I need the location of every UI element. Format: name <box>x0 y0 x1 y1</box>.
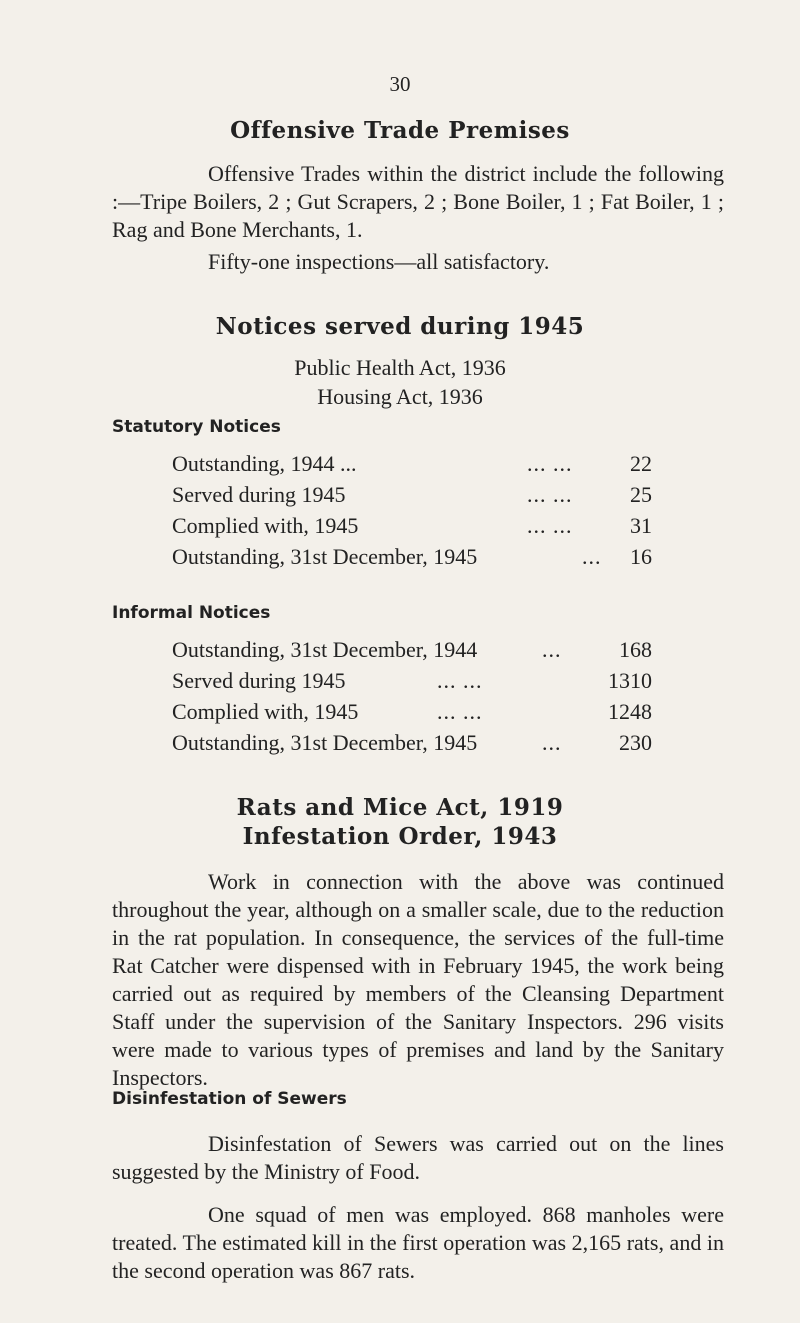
row-label: Complied with, 1945 <box>172 513 359 538</box>
row-leader-dots: ... <box>582 544 602 569</box>
informal-row <box>172 730 652 760</box>
statutory-notices-heading: Statutory Notices <box>112 417 281 437</box>
notices-served-heading: Notices served during 1945 <box>215 313 585 340</box>
statutory-row <box>172 513 652 543</box>
row-value: 31 <box>630 513 652 538</box>
row-value: 1310 <box>608 668 652 693</box>
informal-row <box>172 637 652 667</box>
offensive-trades-paragraph: Offensive Trades within the district include the following :—Tripe Boilers, 2 ; Gut Scrapers, 2 ; Bone Boiler, 1 ; Fat Boiler, 1 ; Rag and Bone Merchants, 1. <box>112 161 724 242</box>
rats-mice-act-heading: Rats and Mice Act, 1919 <box>236 794 564 821</box>
informal-notices-heading: Informal Notices <box>112 603 271 623</box>
page-number: 30 <box>389 72 411 96</box>
row-value: 230 <box>619 730 652 755</box>
row-value: 25 <box>630 482 652 507</box>
disinfestation-heading: Disinfestation of Sewers <box>112 1089 347 1109</box>
row-label: Outstanding, 31st December, 1945 <box>172 544 478 569</box>
squad-paragraph: One squad of men was employed. 868 manholes were treated. The estimated kill in the first operation was 2,165 rats, and in the second operation was 867 rats. <box>112 1202 724 1283</box>
housing-act-line: Housing Act, 1936 <box>317 384 483 409</box>
row-leader-dots: ... ... <box>527 482 573 507</box>
rats-work-paragraph: Work in connection with the above was continued throughout the year, although on a smaller scale, due to the reduction in the rat population. In consequence, the services of the full-time Rat Catcher were dispensed with in February 1945, the work being carried out as required by members of the Cleansing Department Staff under the supervision of the Sanitary Inspectors. 296 visits were made to various types of premises and land by the Sanitary Inspectors. <box>112 869 724 1090</box>
statutory-row <box>172 451 652 481</box>
row-leader-dots: ... ... <box>437 668 483 693</box>
row-leader-dots: ... <box>542 730 562 755</box>
row-leader-dots: ... <box>542 637 562 662</box>
inspections-paragraph: Fifty-one inspections—all satisfactory. <box>208 249 550 274</box>
row-label: Outstanding, 1944 ... <box>172 451 357 476</box>
row-label: Served during 1945 <box>172 482 346 507</box>
offensive-trade-premises-heading: Offensive Trade Premises <box>230 117 570 144</box>
row-label: Outstanding, 31st December, 1944 <box>172 637 478 662</box>
statutory-row <box>172 544 652 574</box>
infestation-order-heading: Infestation Order, 1943 <box>242 823 558 850</box>
disinfestation-paragraph: Disinfestation of Sewers was carried out on the lines suggested by the Ministry of Food. <box>112 1131 724 1184</box>
row-value: 16 <box>630 544 652 569</box>
row-value: 22 <box>630 451 652 476</box>
row-value: 1248 <box>608 699 652 724</box>
row-value: 168 <box>619 637 652 662</box>
row-leader-dots: ... ... <box>527 513 573 538</box>
row-leader-dots: ... ... <box>527 451 573 476</box>
row-leader-dots: ... ... <box>437 699 483 724</box>
informal-row <box>172 699 652 729</box>
informal-row <box>172 668 652 698</box>
row-label: Complied with, 1945 <box>172 699 359 724</box>
public-health-act-line: Public Health Act, 1936 <box>294 355 506 380</box>
row-label: Served during 1945 <box>172 668 346 693</box>
row-label: Outstanding, 31st December, 1945 <box>172 730 478 755</box>
statutory-row <box>172 482 652 512</box>
